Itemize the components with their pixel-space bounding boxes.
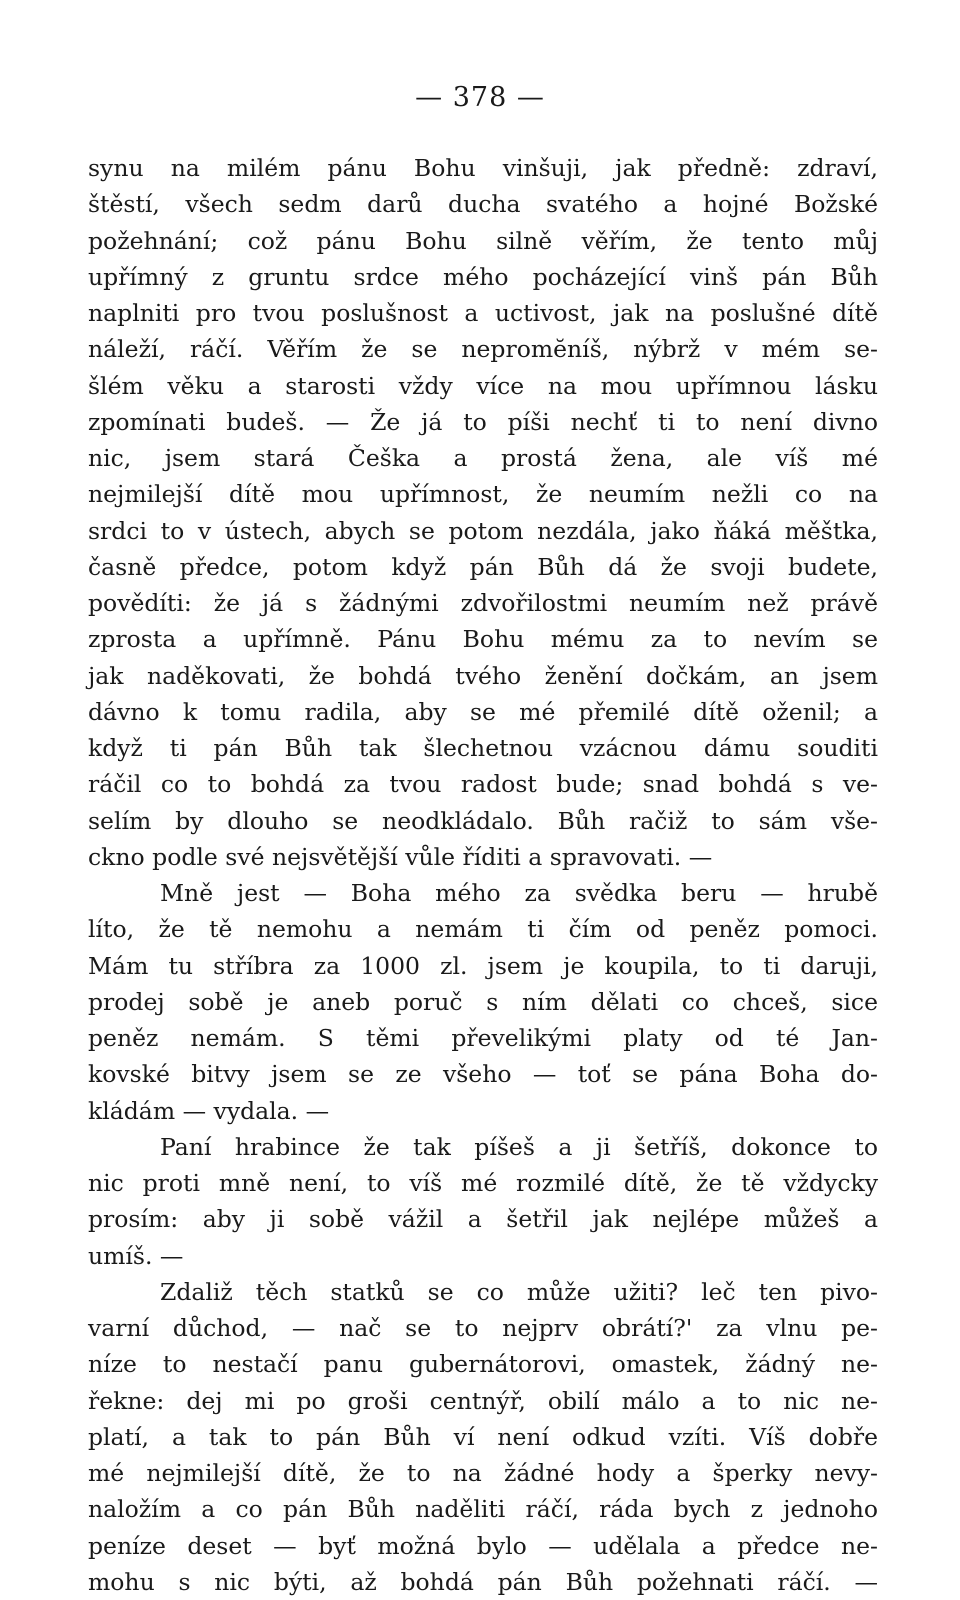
text-line: naložím a co pán Bůh naděliti ráčí, ráda bych z jednoho xyxy=(88,1495,878,1524)
text-line: líto, že tě nemohu a nemám ti čím od peněz pomoci. xyxy=(88,915,878,944)
text-line: srdci to v ústech, abych se potom nezdála, jako ňáká měštka, xyxy=(88,516,878,545)
text-line: níze to nestačí panu gubernátorovi, omastek, žádný ne- xyxy=(88,1350,878,1379)
text-line: zpomínati budeš. — Že já to píši nechť ti to není divno xyxy=(88,407,878,436)
text-line: umíš. — xyxy=(88,1241,184,1270)
text-line: Mně jest — Boha mého za svědka beru — hrubě xyxy=(160,879,878,907)
text-line: nejmilejší dítě mou upřímnost, že neumím nežli co na xyxy=(88,480,878,509)
text-line: štěstí, všech sedm darů ducha svatého a hojné Božské xyxy=(88,190,878,219)
page-number: — 378 — xyxy=(415,82,545,113)
text-line: jak naděkovati, že bohdá tvého ženění dočkám, an jsem xyxy=(88,661,878,690)
text-line: kovské bitvy jsem se ze všeho — toť se pána Boha do- xyxy=(88,1060,878,1089)
text-line: řekne: dej mi po groši centnýř, obilí málo a to nic ne- xyxy=(88,1386,878,1415)
text-line: synu na milém pánu Bohu vinšuji, jak předně: zdraví, xyxy=(88,154,878,182)
text-line: Mám tu stříbra za 1000 zl. jsem je koupila, to ti daruji, xyxy=(88,951,878,980)
text-line: nic proti mně není, to víš mé rozmilé dítě, že tě vždycky xyxy=(88,1169,878,1197)
text-line: upřímný z gruntu srdce mého pocházející vinš pán Bůh xyxy=(88,262,878,291)
text-line: nic, jsem stará Češka a prostá žena, ale víš mé xyxy=(88,444,878,472)
text-line: mohu s nic býti, až bohdá pán Bůh požehnati ráčí. — xyxy=(88,1567,878,1596)
text-line: Paní hrabince že tak píšeš a ji šetříš, dokonce to xyxy=(160,1132,878,1161)
text-line: časně předce, potom když pán Bůh dá že svoji budete, xyxy=(88,552,878,581)
text-line: náleží, ráčí. Věřím že se nepromĕníš, nýbrž v mém se- xyxy=(88,335,878,364)
text-line: když ti pán Bůh tak šlechetnou vzácnou dámu souditi xyxy=(88,734,878,762)
text-line: povědíti: že já s žádnými zdvořilostmi neumím než právě xyxy=(88,589,878,617)
text-line: Zdaliž těch statků se co může užiti? leč ten pivo- xyxy=(160,1277,878,1306)
text-line: zprosta a upřímně. Pánu Bohu mému za to nevím se xyxy=(88,625,878,654)
text-line: ckno podle své nejsvětější vůle říditi a spravovati. — xyxy=(88,842,713,871)
text-line: selím by dlouho se neodkládalo. Bůh račiž to sám vše- xyxy=(88,806,878,835)
text-line: ráčil co to bohdá za tvou radost bude; snad bohdá s ve- xyxy=(88,770,878,799)
text-line: dávno k tomu radila, aby se mé přemilé dítě oženil; a xyxy=(88,697,878,726)
text-line: peněz nemám. S těmi převelikými platy od té Jan- xyxy=(88,1024,878,1052)
text-line: prodej sobě je aneb poruč s ním dělati co chceš, sice xyxy=(88,987,878,1016)
text-line: prosím: aby ji sobě vážil a šetřil jak nejlépe můžeš a xyxy=(88,1205,878,1234)
text-line: požehnání; což pánu Bohu silně věřím, že tento můj xyxy=(88,226,878,255)
text-line: platí, a tak to pán Bůh ví není odkud vzíti. Víš dobře xyxy=(88,1422,878,1451)
body-text xyxy=(88,150,878,1600)
text-line: šlém věku a starosti vždy více na mou upřímnou lásku xyxy=(88,371,878,400)
text-line: peníze deset — byť možná bylo — udělala a předce ne- xyxy=(88,1531,878,1560)
text-line: varní důchod, — nač se to nejprv obrátí?' za vlnu pe- xyxy=(88,1314,878,1342)
text-line: naplniti pro tvou poslušnost a uctivost, jak na poslušné dítě xyxy=(88,299,878,327)
text-line: kládám — vydala. — xyxy=(88,1096,330,1125)
text-line: mé nejmilejší dítě, že to na žádné hody a šperky nevy- xyxy=(88,1459,878,1487)
